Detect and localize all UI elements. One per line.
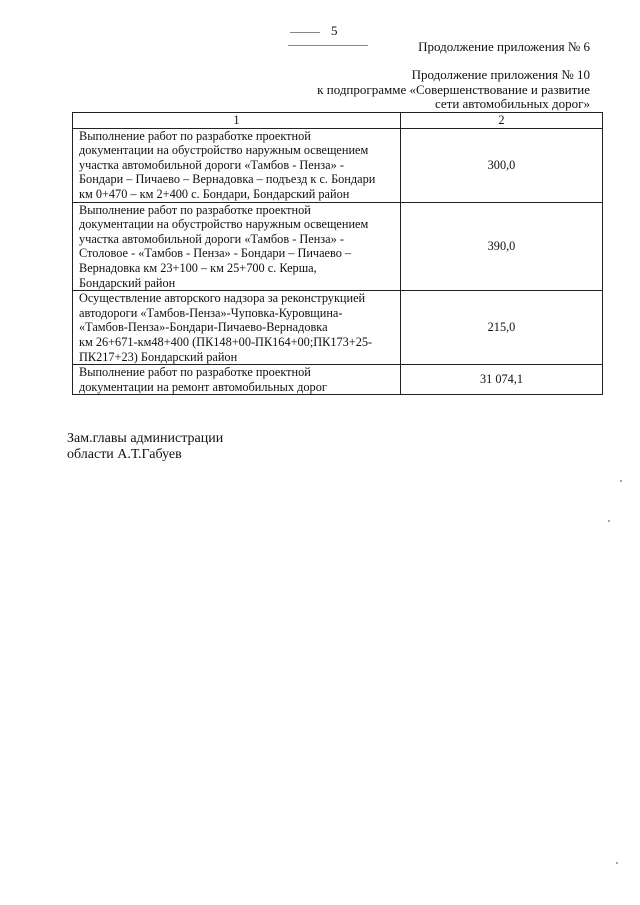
description-line: ПК217+23) Бондарский район — [79, 349, 238, 364]
description-line: участка автомобильной дороги «Тамбов - Пенза» - — [79, 157, 344, 172]
description-line: автодороги «Тамбов-Пенза»-Чуповка-Куровщина- — [79, 305, 343, 320]
description-line: Столовое - «Тамбов - Пенза» - Бондари – Пичаево – — [79, 246, 352, 261]
table-row — [73, 365, 603, 395]
work-description — [73, 128, 401, 202]
column-header: 1 — [73, 113, 401, 129]
work-description — [73, 365, 401, 395]
continuation-label: Продолжение приложения № 6 — [418, 39, 590, 54]
appendix-subheader — [260, 68, 590, 112]
description-line: «Тамбов-Пенза»-Бондари-Пичаево-Вернадовка — [79, 320, 328, 335]
work-amount: 31 074,1 — [401, 365, 603, 395]
description-line: Осуществление авторского надзора за реконструкцией — [79, 291, 366, 306]
scan-speck — [608, 520, 610, 522]
description-line: документации на ремонт автомобильных дорог — [79, 379, 327, 394]
scan-speck — [620, 480, 622, 482]
work-amount: 300,0 — [401, 128, 603, 202]
scan-speck — [616, 862, 618, 864]
signature-title: Зам.главы администрации — [67, 431, 224, 446]
works-table — [72, 112, 603, 395]
work-description — [73, 291, 401, 365]
table-header-row — [73, 113, 603, 129]
work-description — [73, 202, 401, 291]
scan-mark — [288, 45, 368, 46]
subheader-line: к подпрограмме «Совершенствование и развитие — [317, 81, 590, 97]
signature-block — [67, 431, 223, 463]
description-line: Бондари – Пичаево – Вернадовка – подъезд к с. Бондари — [79, 172, 376, 187]
scan-mark — [290, 32, 320, 33]
description-line: Бондарский район — [79, 275, 176, 290]
description-line: Выполнение работ по разработке проектной — [79, 128, 311, 143]
page-number: 5 — [331, 23, 338, 38]
description-line: Выполнение работ по разработке проектной — [79, 365, 311, 380]
description-line: км 0+470 – км 2+400 с. Бондари, Бондарский район — [79, 186, 350, 201]
subheader-line: Продолжение приложения № 10 — [411, 67, 590, 82]
column-header: 2 — [401, 113, 603, 129]
table-row — [73, 291, 603, 365]
description-line: документации на обустройство наружным освещением — [79, 143, 369, 158]
description-line: км 26+671-км48+400 (ПК148+00-ПК164+00;ПК173+25- — [79, 334, 373, 349]
work-amount: 215,0 — [401, 291, 603, 365]
description-line: участка автомобильной дороги «Тамбов - Пенза» - — [79, 231, 344, 246]
subheader-line: сети автомобильных дорог» — [434, 96, 590, 111]
table-row — [73, 128, 603, 202]
signature-name: области А.Т.Габуев — [67, 447, 182, 462]
description-line: Вернадовка км 23+100 – км 25+700 с. Кершa, — [79, 260, 317, 275]
description-line: Выполнение работ по разработке проектной — [79, 202, 311, 217]
table-row — [73, 202, 603, 291]
work-amount: 390,0 — [401, 202, 603, 291]
description-line: документации на обустройство наружным освещением — [79, 217, 369, 232]
